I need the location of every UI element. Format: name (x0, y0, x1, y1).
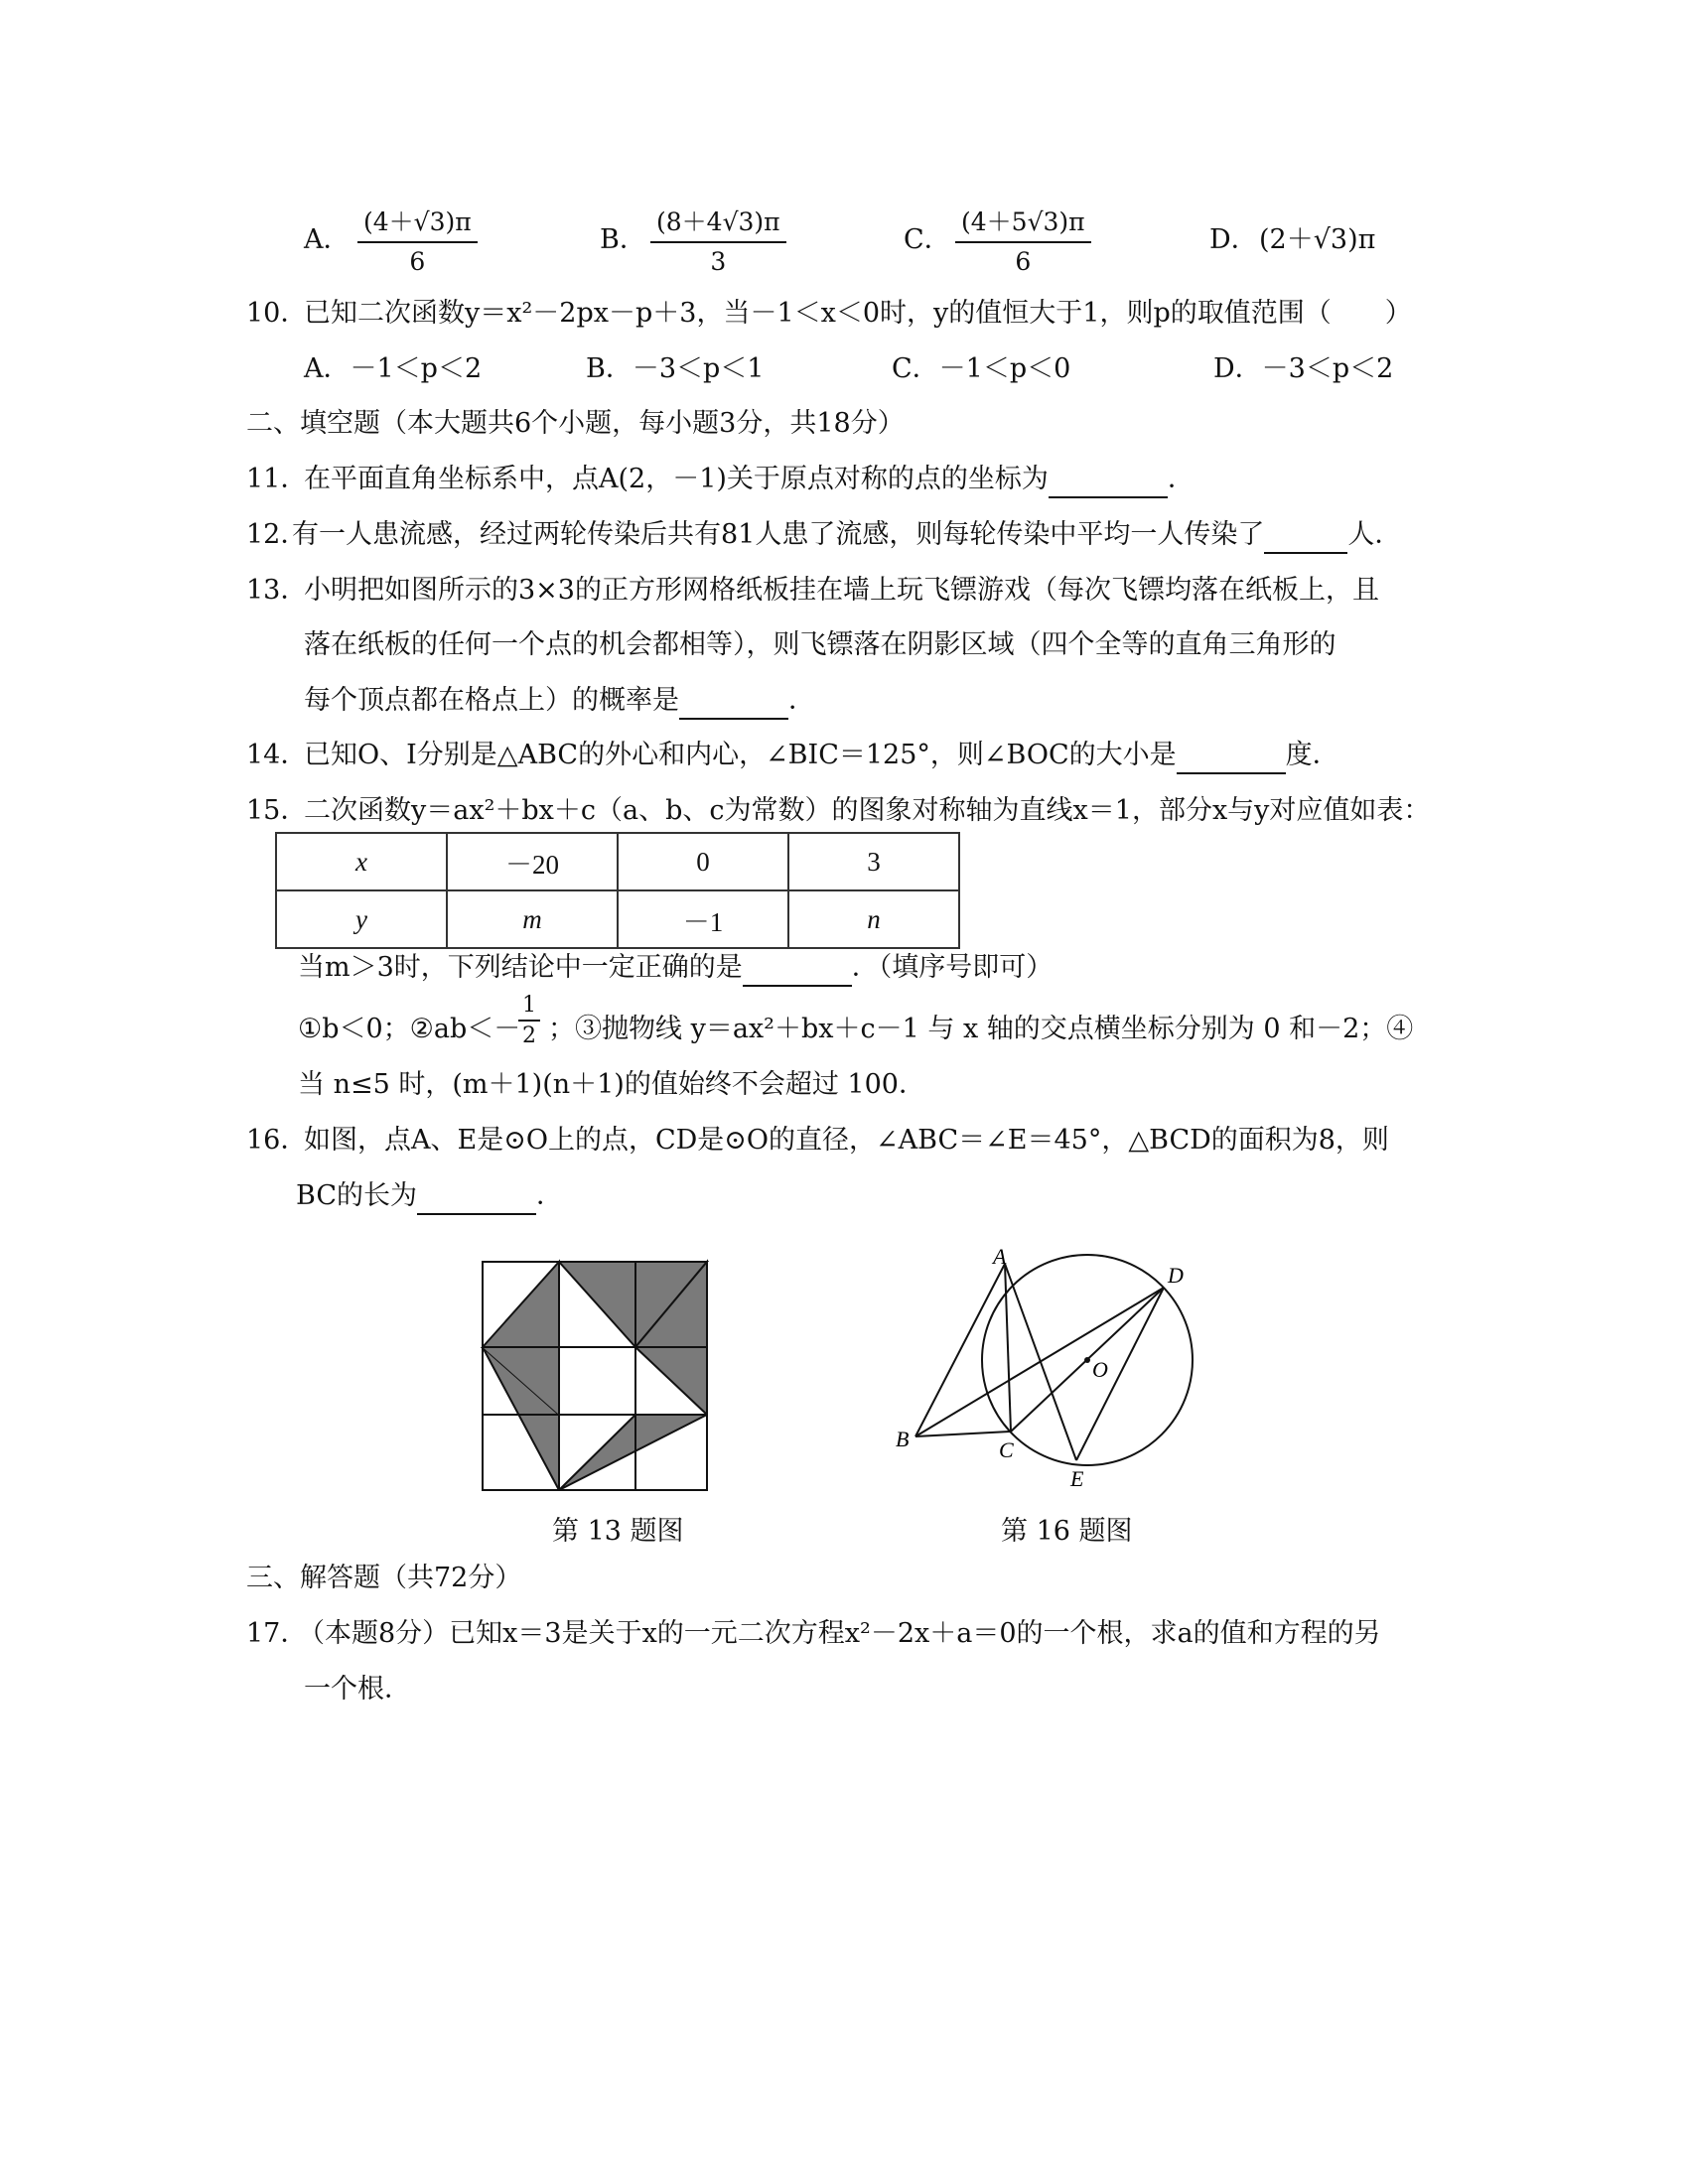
label-a: A (993, 1244, 1007, 1269)
q12 (292, 518, 1401, 554)
shaded-triangle (483, 1262, 559, 1347)
table-cell: －20 (447, 833, 618, 890)
q11-text: 在平面直角坐标系中，点A(2，－1)关于原点对称的点的坐标为 (304, 464, 1049, 494)
q15-conclusions-part1: ①b＜0；②ab＜－ (298, 1014, 521, 1044)
figure-13-grid (477, 1256, 715, 1494)
q14-text: 已知O、I分别是△ABC的外心和内心，∠BIC＝125°，则∠BOC的大小是 (304, 740, 1177, 770)
q13-line2: 落在纸板的任何一个点的机会都相等），则飞镖落在阴影区域（四个全等的直角三角形的 (304, 629, 1336, 660)
q15-conclusions-part2: ；③抛物线 y＝ax²＋bx＋c－1 与 x 轴的交点横坐标分别为 0 和－2；④ (548, 1014, 1414, 1044)
q9-option-d-label: D． (1209, 224, 1258, 255)
table-cell: －1 (618, 890, 788, 948)
table-cell: x (276, 833, 447, 890)
q13-answer-blank[interactable] (679, 684, 788, 720)
table-cell: 0 (618, 833, 788, 890)
q11-number: 11． (246, 464, 308, 494)
q15-line-after-text: 当m＞3时，下列结论中一定正确的是 (298, 952, 743, 983)
q11-end: ． (1167, 464, 1195, 494)
q13-line1: 小明把如图所示的3×3的正方形网格纸板挂在墙上玩飞镖游戏（每次飞镖均落在纸板上，且 (304, 575, 1379, 606)
q10-number: 10． (246, 298, 308, 329)
q15-value-table (275, 832, 960, 949)
label-o: O (1092, 1357, 1108, 1382)
q15-conclusions-line2: 当 n≤5 时，(m＋1)(n＋1)的值始终不会超过 100． (298, 1069, 925, 1100)
q14-end: 度． (1285, 740, 1339, 770)
table-cell: n (788, 890, 959, 948)
q9-option-c-numerator: (4＋5√3)π (955, 203, 1091, 243)
q9-option-a-denominator: 6 (409, 247, 426, 276)
section-3-heading: 三、解答题（共72分） (246, 1563, 522, 1593)
q17-number: 17． (246, 1618, 308, 1649)
center-point (1084, 1357, 1090, 1363)
table-row (276, 833, 959, 890)
q13-line3 (304, 684, 815, 720)
q9-option-b-label: B． (600, 224, 646, 255)
figure-13-caption: 第 13 题图 (552, 1516, 684, 1547)
label-d: D (1168, 1263, 1184, 1288)
q15-answer-blank[interactable] (743, 951, 852, 987)
center-white-square (560, 1348, 634, 1414)
table-cell: 3 (788, 833, 959, 890)
q15-stem: 二次函数y＝ax²＋bx＋c（a、b、c为常数）的图象对称轴为直线x＝1，部分x与y对应值如表： (304, 795, 1431, 826)
q9-option-d-text: (2＋√3)π (1259, 224, 1376, 255)
q9-option-c-denominator: 6 (1015, 247, 1032, 276)
q17-line1: （本题8分）已知x＝3是关于x的一元二次方程x²－2x＋a＝0的一个根，求a的值和方程的另 (298, 1618, 1381, 1649)
q10-option-b: B．－3＜p＜1 (586, 353, 765, 384)
q16-end: ． (536, 1180, 564, 1211)
q14 (304, 739, 1339, 774)
q15-frac-denominator: 2 (522, 1024, 536, 1048)
figure-16-caption: 第 16 题图 (1001, 1516, 1133, 1547)
q12-answer-blank[interactable] (1264, 518, 1347, 554)
q12-number: 12． (246, 519, 308, 550)
label-e: E (1070, 1466, 1084, 1491)
q11-answer-blank[interactable] (1049, 463, 1168, 498)
section-2-heading: 二、填空题（本大题共6个小题，每小题3分，共18分） (246, 408, 905, 439)
q9-option-a-fraction (357, 203, 478, 276)
q10-option-a: A．－1＜p＜2 (304, 353, 483, 384)
q16-line1: 如图，点A、E是⊙O上的点，CD是⊙O的直径，∠ABC＝∠E＝45°，△BCD的面积为8，则 (304, 1125, 1389, 1156)
q16-answer-blank[interactable] (417, 1179, 536, 1215)
figure-16-circle (894, 1236, 1211, 1494)
q9-option-b-denominator: 3 (710, 247, 727, 276)
q9-option-b-numerator: (8＋4√3)π (650, 203, 786, 243)
table-row (276, 890, 959, 948)
q13-line3-text: 每个顶点都在格点上）的概率是 (304, 685, 679, 716)
q10-option-c: C．－1＜p＜0 (892, 353, 1071, 384)
segment-bc (915, 1432, 1011, 1436)
label-c: C (999, 1437, 1014, 1462)
q9-option-b-fraction (650, 203, 786, 276)
q12-text: 有一人患流感，经过两轮传染后共有81人患了流感，则每轮传染中平均一人传染了 (292, 519, 1265, 550)
segment-ae (1005, 1264, 1076, 1460)
q15-number: 15． (246, 795, 308, 826)
q14-number: 14． (246, 740, 308, 770)
q9-option-c-fraction (955, 203, 1091, 276)
table-cell: y (276, 890, 447, 948)
q15-line-after (298, 951, 1053, 987)
q15-fraction-half (518, 993, 540, 1048)
q9-option-a-numerator: (4＋√3)π (357, 203, 478, 243)
shaded-triangle (559, 1415, 707, 1490)
q14-answer-blank[interactable] (1177, 739, 1286, 774)
table-cell: m (447, 890, 618, 948)
q12-end: 人． (1347, 519, 1402, 550)
q11 (304, 463, 1195, 498)
q15-frac-numerator: 1 (518, 993, 540, 1022)
q9-option-a-label: A． (304, 224, 351, 255)
q10-option-d: D．－3＜p＜2 (1213, 353, 1394, 384)
label-b: B (896, 1427, 910, 1451)
q10-stem: 已知二次函数y＝x²－2px－p＋3，当－1＜x＜0时，y的值恒大于1，则p的取值范围（ ） (304, 298, 1412, 329)
q16-line2 (296, 1179, 563, 1215)
q15-line-after-end: ．（填序号即可） (851, 952, 1054, 983)
q13-end: ． (788, 685, 815, 716)
q16-line2-text: BC的长为 (296, 1180, 418, 1211)
q13-number: 13． (246, 575, 308, 606)
q16-number: 16． (246, 1125, 308, 1156)
q17-line2: 一个根． (304, 1674, 411, 1705)
q9-option-c-label: C． (904, 224, 951, 255)
